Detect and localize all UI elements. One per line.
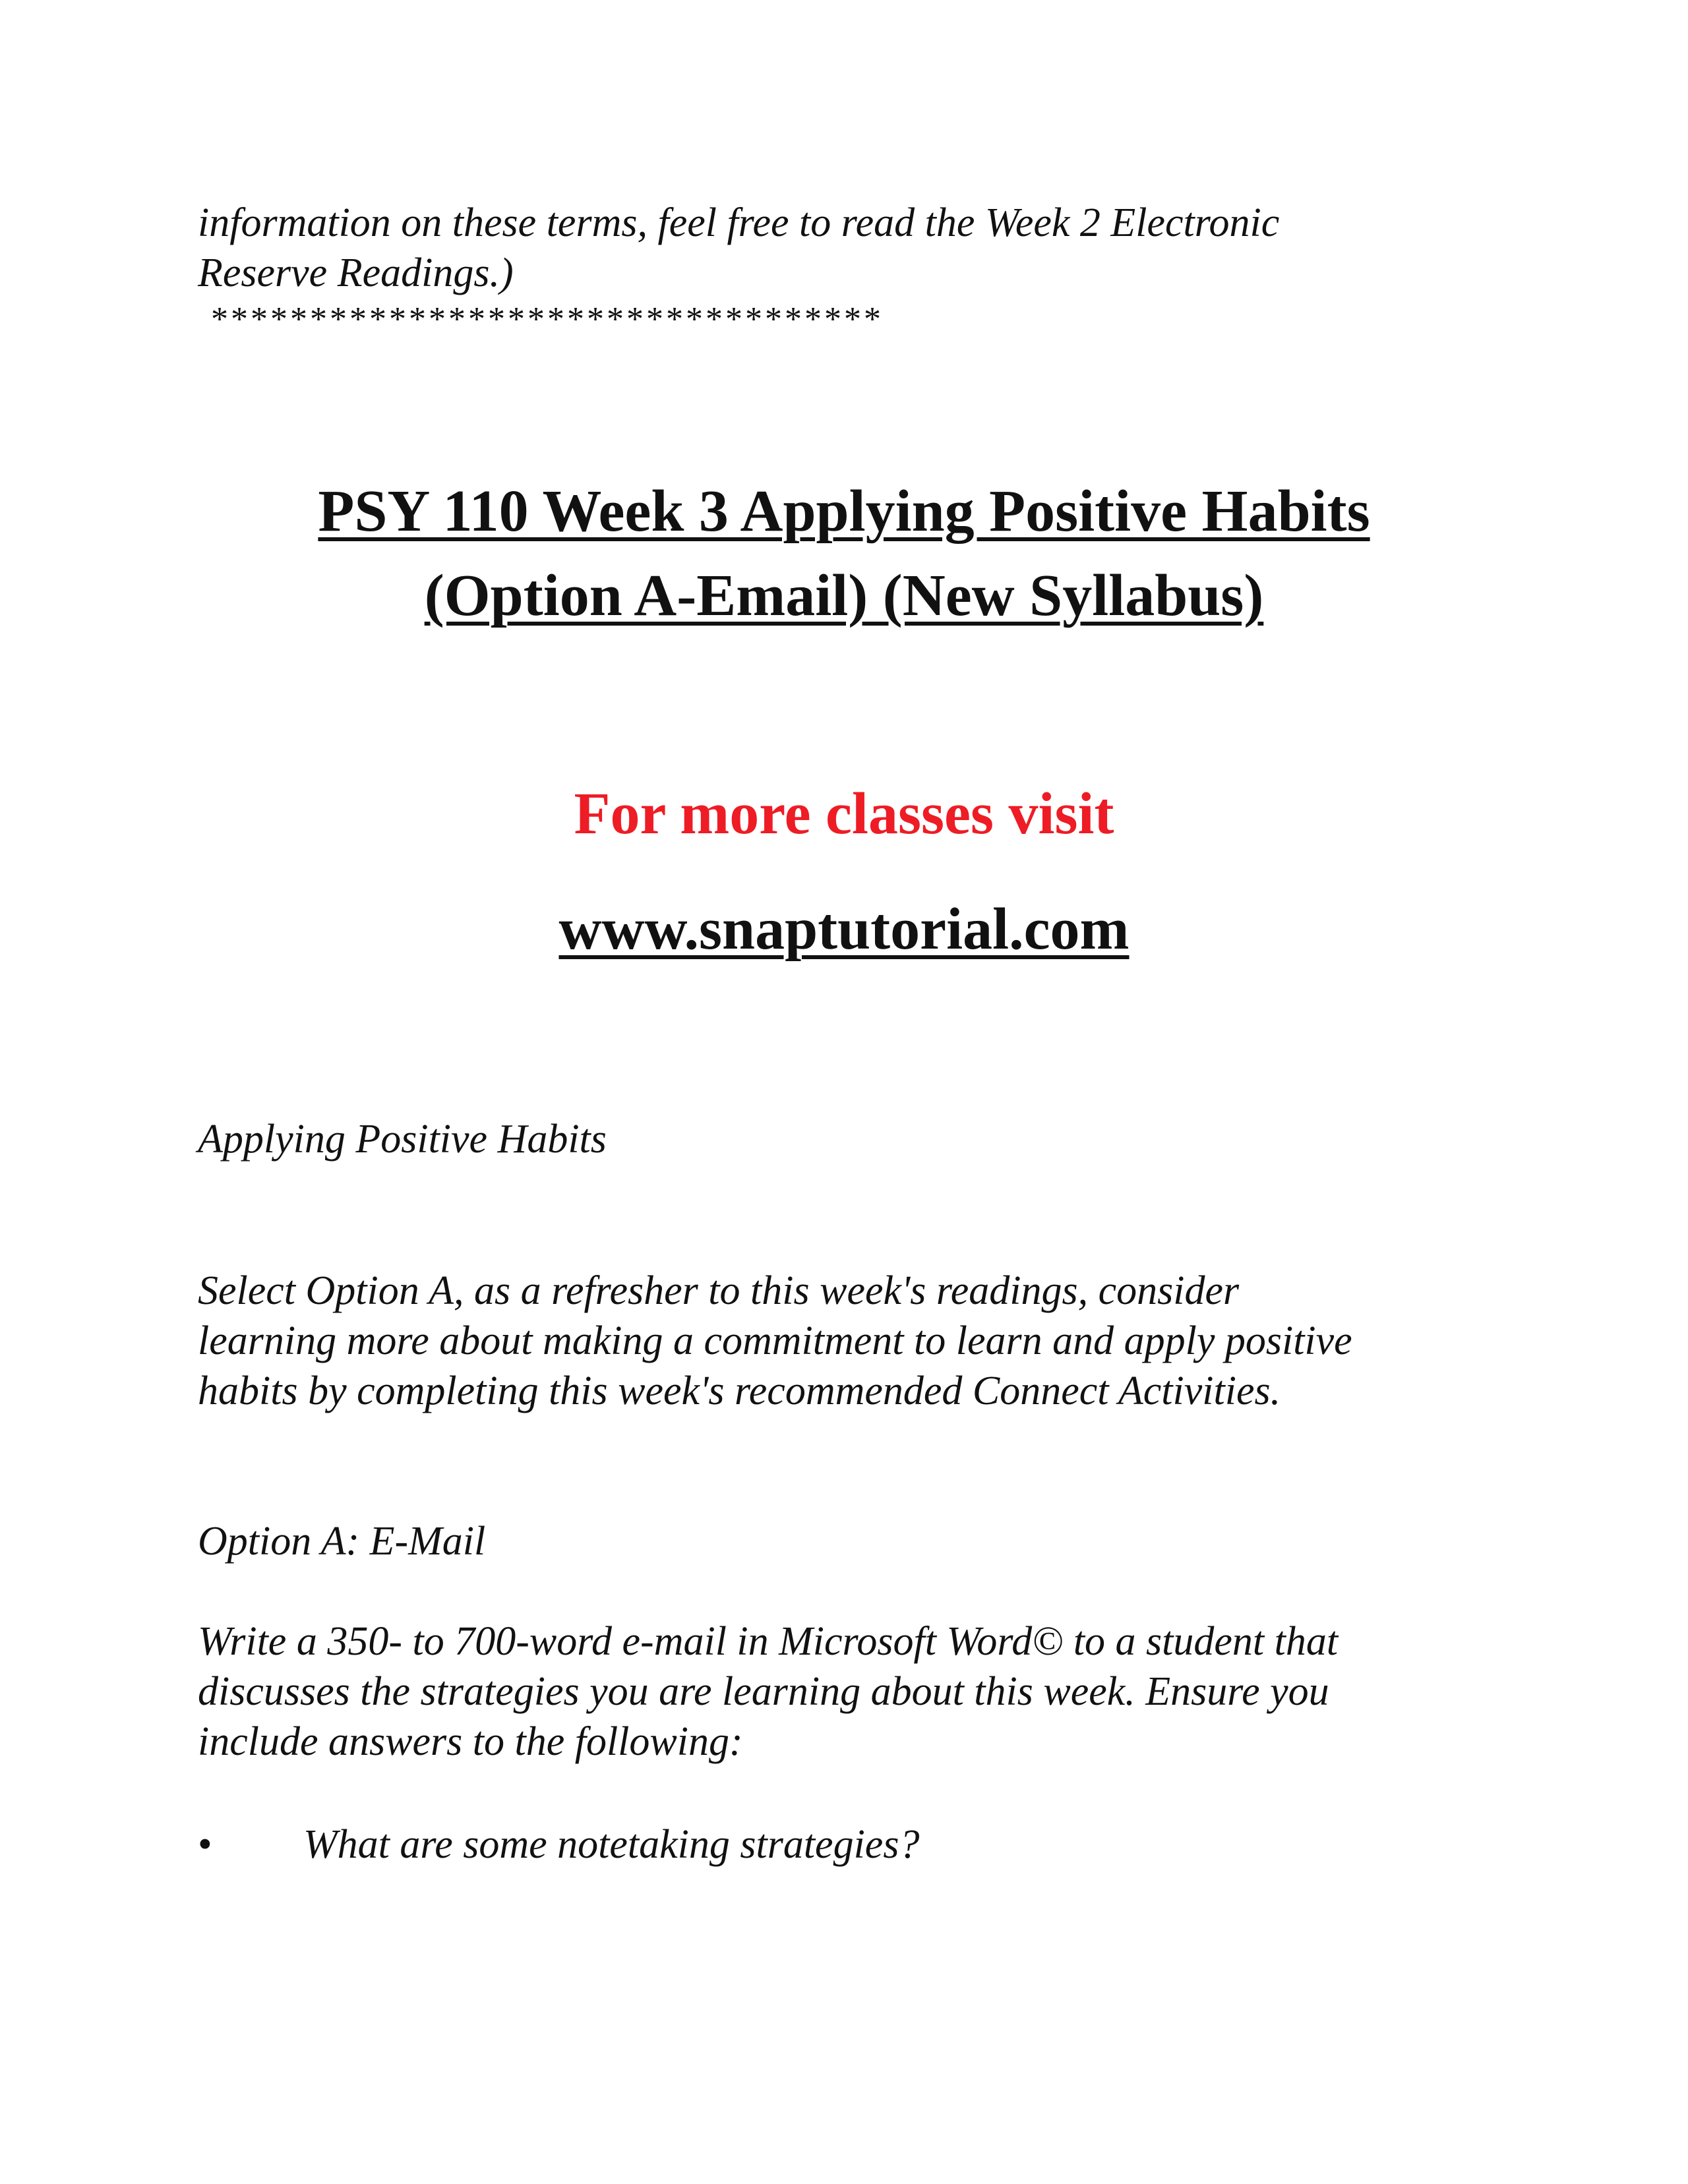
bullet-marker: • xyxy=(198,1822,212,1867)
option-heading: Option A: E-Mail xyxy=(198,1519,486,1564)
para1-line-1: Select Option A, as a refresher to this week's readings, consider xyxy=(198,1268,1240,1313)
intro-line-2: Reserve Readings.) xyxy=(198,251,514,295)
promo-site-link[interactable] xyxy=(0,893,1688,966)
page-title xyxy=(0,469,1688,638)
title-line-2: (Option A-Email) (New Syllabus) xyxy=(424,563,1264,628)
intro-line-1: information on these terms, feel free to read the Week 2 Electronic xyxy=(198,200,1280,245)
para1-line-3: habits by completing this week's recommended Connect Activities. xyxy=(198,1369,1281,1413)
section-heading: Applying Positive Habits xyxy=(198,1117,607,1162)
separator-stars: ********************************** xyxy=(211,301,884,338)
para2-line-1: Write a 350- to 700-word e-mail in Microsoft Word© to a student that xyxy=(198,1619,1339,1664)
promo-site-text[interactable]: www.snaptutorial.com xyxy=(558,897,1130,962)
bullet-text: What are some notetaking strategies? xyxy=(303,1822,920,1867)
para2-line-3: include answers to the following: xyxy=(198,1719,743,1764)
title-line-1: PSY 110 Week 3 Applying Positive Habits xyxy=(318,479,1370,544)
promo-visit-text: For more classes visit xyxy=(574,781,1114,846)
para1-line-2: learning more about making a commitment to learn and apply positive xyxy=(198,1318,1352,1363)
para2-line-2: discusses the strategies you are learning about this week. Ensure you xyxy=(198,1669,1329,1714)
